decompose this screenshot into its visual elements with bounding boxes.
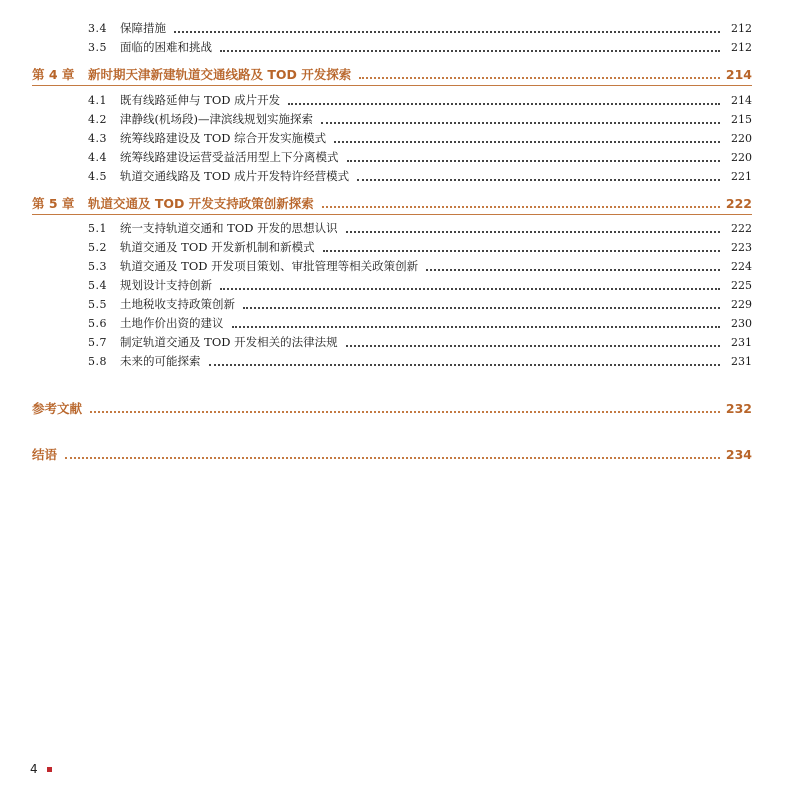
dot-leader bbox=[321, 121, 720, 124]
section-title: 统筹线路建设运营受益活用型上下分离模式 bbox=[120, 150, 339, 164]
section-title: 轨道交通及 TOD 开发新机制和新模式 bbox=[120, 240, 315, 254]
page-footer bbox=[30, 762, 52, 776]
dot-leader bbox=[334, 140, 720, 143]
page-number: 220 bbox=[731, 150, 752, 164]
page-number: 214 bbox=[731, 93, 752, 107]
toc-entry-4-3[interactable] bbox=[88, 129, 752, 147]
section-number: 5.2 bbox=[88, 240, 107, 254]
section-number: 5.7 bbox=[88, 335, 107, 349]
page-number: 223 bbox=[731, 240, 752, 254]
section-title: 面临的困难和挑战 bbox=[120, 40, 212, 54]
dot-leader bbox=[90, 410, 720, 413]
dot-leader bbox=[322, 205, 720, 208]
page-number: 232 bbox=[725, 400, 752, 416]
toc-entry-3-4[interactable] bbox=[88, 19, 752, 37]
toc-entry-5-4[interactable] bbox=[88, 276, 752, 294]
toc-entry-5-2[interactable] bbox=[88, 238, 752, 256]
page-number: 214 bbox=[725, 66, 752, 82]
section-title: 既有线路延伸与 TOD 成片开发 bbox=[120, 93, 281, 107]
toc-entry-5-6[interactable] bbox=[88, 314, 752, 332]
section-title: 未来的可能探索 bbox=[120, 354, 201, 368]
toc-entry-5-3[interactable] bbox=[88, 257, 752, 275]
toc-entry-5-1[interactable] bbox=[88, 219, 752, 237]
dot-leader bbox=[323, 249, 720, 252]
page-number: 212 bbox=[731, 21, 752, 35]
folio-number: 4 bbox=[30, 762, 38, 776]
page-number: 224 bbox=[731, 259, 752, 273]
dot-leader bbox=[209, 363, 721, 366]
toc-entry-4-1[interactable] bbox=[88, 91, 752, 109]
section-title: 保障措施 bbox=[120, 21, 166, 35]
dot-leader bbox=[346, 344, 720, 347]
toc-chapter-5[interactable] bbox=[32, 192, 752, 214]
page-number: 229 bbox=[731, 297, 752, 311]
section-title: 统一支持轨道交通和 TOD 开发的思想认识 bbox=[120, 221, 338, 235]
section-title: 轨道交通及 TOD 开发项目策划、审批管理等相关政策创新 bbox=[120, 259, 419, 273]
chapter-title: 参考文献 bbox=[32, 401, 83, 416]
section-number: 5.1 bbox=[88, 221, 107, 235]
dot-leader bbox=[426, 268, 720, 271]
section-title: 津静线(机场段)—津滨线规划实施探索 bbox=[120, 112, 313, 126]
page-number: 222 bbox=[731, 221, 752, 235]
section-number: 5.8 bbox=[88, 354, 107, 368]
dot-leader bbox=[359, 76, 720, 79]
page-number: 220 bbox=[731, 131, 752, 145]
dot-leader bbox=[174, 30, 720, 33]
toc-entry-3-5[interactable] bbox=[88, 38, 752, 56]
section-number: 5.4 bbox=[88, 278, 107, 292]
chapter-title: 结语 bbox=[32, 447, 58, 462]
section-number: 4.4 bbox=[88, 150, 107, 164]
section-number: 5.6 bbox=[88, 316, 107, 330]
section-number: 4.5 bbox=[88, 169, 107, 183]
toc-entry-4-2[interactable] bbox=[88, 110, 752, 128]
section-number: 4.1 bbox=[88, 93, 107, 107]
chapter-title: 轨道交通及 TOD 开发支持政策创新探索 bbox=[88, 196, 314, 211]
square-marker-icon bbox=[47, 767, 52, 772]
section-title: 轨道交通线路及 TOD 成片开发特许经营模式 bbox=[120, 169, 350, 183]
section-number: 4.3 bbox=[88, 131, 107, 145]
dot-leader bbox=[232, 325, 721, 328]
dot-leader bbox=[357, 178, 720, 181]
page-number: 234 bbox=[725, 446, 752, 462]
dot-leader bbox=[288, 102, 720, 105]
toc-conclusion[interactable] bbox=[32, 443, 752, 465]
dot-leader bbox=[243, 306, 720, 309]
toc-entry-5-7[interactable] bbox=[88, 333, 752, 351]
chapter-title: 新时期天津新建轨道交通线路及 TOD 开发探索 bbox=[88, 67, 352, 82]
section-number: 5.3 bbox=[88, 259, 107, 273]
section-title: 土地税收支持政策创新 bbox=[120, 297, 235, 311]
dot-leader bbox=[220, 287, 720, 290]
toc-chapter-4[interactable] bbox=[32, 63, 752, 85]
page-number: 225 bbox=[731, 278, 752, 292]
dot-leader bbox=[346, 230, 720, 233]
section-title: 统筹线路建设及 TOD 综合开发实施模式 bbox=[120, 131, 327, 145]
toc-entry-4-4[interactable] bbox=[88, 148, 752, 166]
page-number: 231 bbox=[731, 354, 752, 368]
toc-references[interactable] bbox=[32, 397, 752, 419]
section-number: 3.4 bbox=[88, 21, 107, 35]
section-title: 规划设计支持创新 bbox=[120, 278, 212, 292]
page-number: 212 bbox=[731, 40, 752, 54]
section-number: 5.5 bbox=[88, 297, 107, 311]
section-title: 制定轨道交通及 TOD 开发相关的法律法规 bbox=[120, 335, 338, 349]
dot-leader bbox=[65, 456, 720, 459]
page-number: 230 bbox=[731, 316, 752, 330]
section-number: 4.2 bbox=[88, 112, 107, 126]
chapter-rule bbox=[32, 214, 752, 215]
dot-leader bbox=[347, 159, 721, 162]
page-number: 215 bbox=[731, 112, 752, 126]
toc-entry-5-8[interactable] bbox=[88, 352, 752, 370]
page-number: 231 bbox=[731, 335, 752, 349]
toc-entry-5-5[interactable] bbox=[88, 295, 752, 313]
section-title: 土地作价出资的建议 bbox=[120, 316, 224, 330]
section-number: 3.5 bbox=[88, 40, 107, 54]
page-number: 221 bbox=[731, 169, 752, 183]
page-number: 222 bbox=[725, 195, 752, 211]
dot-leader bbox=[220, 49, 720, 52]
toc-entry-4-5[interactable] bbox=[88, 167, 752, 185]
chapter-label: 第 5 章 bbox=[32, 196, 75, 211]
chapter-rule bbox=[32, 85, 752, 86]
chapter-label: 第 4 章 bbox=[32, 67, 75, 82]
